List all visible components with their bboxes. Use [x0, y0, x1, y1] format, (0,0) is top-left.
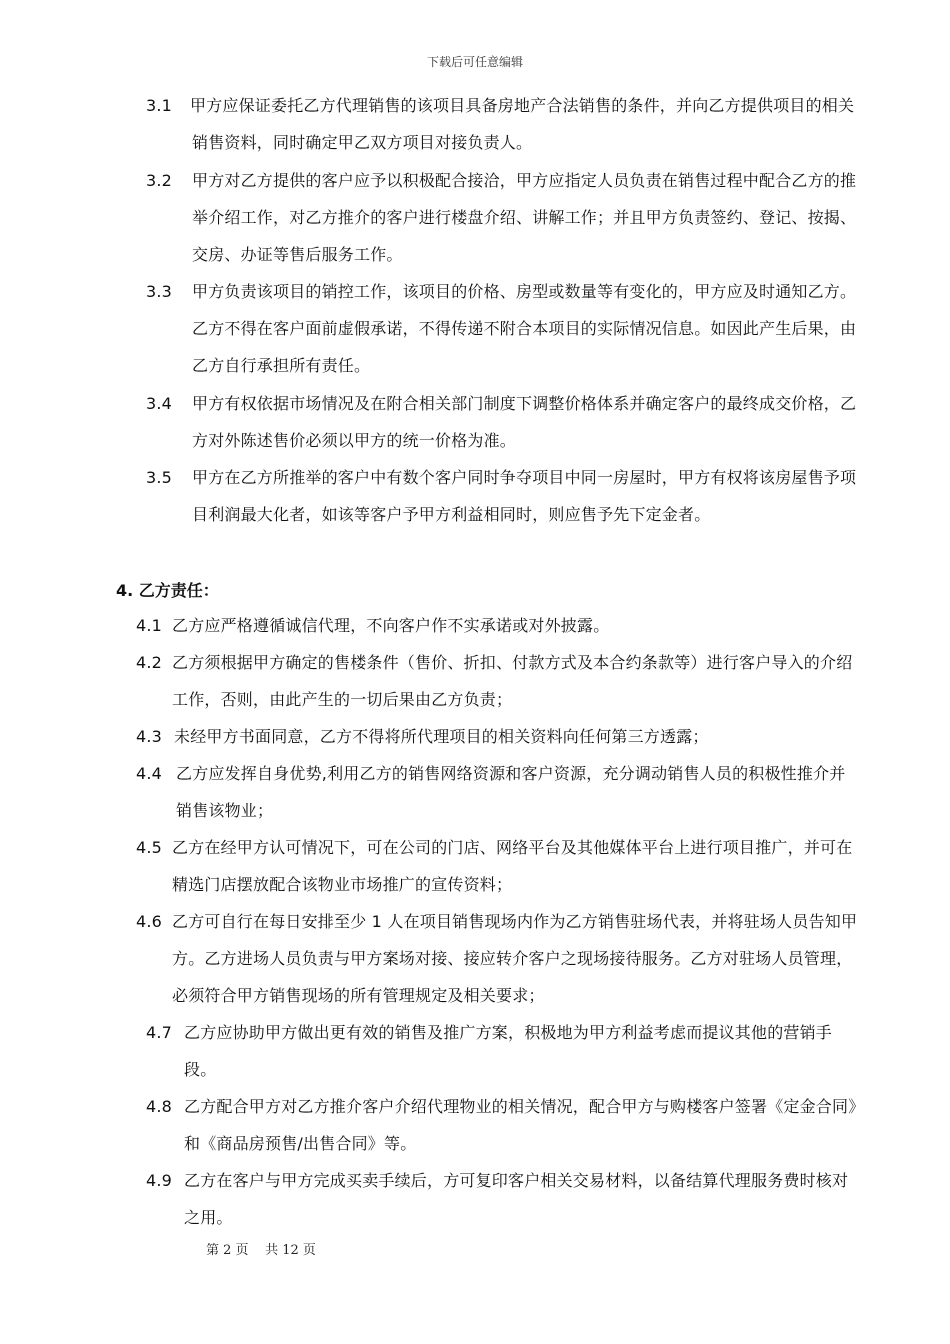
clause-text: 甲方在乙方所推举的客户中有数个客户同时争夺项目中同一房屋时，甲方有权将该房屋售予项目利润最大化者，如该等客户予甲方利益相同时，则应售予先下定金者。 [192, 468, 857, 524]
clause-number: 4.4 [136, 764, 163, 783]
clause-number: 3.5 [146, 468, 173, 487]
clause-4-8 [146, 1088, 862, 1162]
page-header: 下载后可任意编辑 [426, 55, 523, 69]
clause-text: 乙方在客户与甲方完成买卖手续后，方可复印客户相关交易材料，以备结算代理服务费时核对之用。 [184, 1171, 849, 1227]
page-footer: 第 2 页 共 12 页 [206, 1243, 316, 1258]
clause-number: 4.9 [146, 1171, 173, 1190]
clause-text: 甲方有权依据市场情况及在附合相关部门制度下调整价格体系并确定客户的最终成交价格，乙方对外陈述售价必须以甲方的统一价格为准。 [192, 394, 857, 450]
clause-text: 乙方可自行在每日安排至少 1 人在项目销售现场内作为乙方销售驻场代表，并将驻场人员告知甲方。乙方进场人员负责与甲方案场对接、接应转介客户之现场接待服务。乙方对驻场人员管理，必须符合甲方销售现场的所有管理规定及相关要求； [172, 912, 858, 1005]
clause-number: 3.4 [146, 394, 173, 413]
clause-4-6 [136, 903, 862, 1014]
clause-text: 乙方须根据甲方确定的售楼条件（售价、折扣、付款方式及本合约条款等）进行客户导入的介绍工作，否则，由此产生的一切后果由乙方负责； [172, 653, 853, 709]
clause-3-4 [146, 385, 862, 459]
clause-text: 甲方对乙方提供的客户应予以积极配合接洽，甲方应指定人员负责在销售过程中配合乙方的推举介绍工作，对乙方推介的客户进行楼盘介绍、讲解工作；并且甲方负责签约、登记、按揭、交房、办证等售后服务工作。 [192, 171, 857, 264]
clause-number: 4.2 [136, 653, 163, 672]
clause-number: 4.6 [136, 912, 163, 931]
clause-number: 3.2 [146, 171, 173, 190]
clause-4-2 [136, 644, 862, 718]
clause-4-9 [146, 1162, 862, 1236]
clause-4-3 [136, 718, 862, 755]
clause-text: 乙方在经甲方认可情况下，可在公司的门店、网络平台及其他媒体平台上进行项目推广，并可在精选门店摆放配合该物业市场推广的宣传资料； [172, 838, 853, 894]
clause-3-3 [146, 273, 862, 384]
clause-number: 4.1 [136, 616, 163, 635]
clause-4-7 [146, 1014, 862, 1088]
clause-3-5 [146, 459, 862, 533]
clause-number: 4.5 [136, 838, 163, 857]
clause-text: 甲方负责该项目的销控工作，该项目的价格、房型或数量等有变化的，甲方应及时通知乙方。乙方不得在客户面前虚假承诺，不得传递不附合本项目的实际情况信息。如因此产生后果，由乙方自行承担所有责任。 [192, 282, 857, 375]
clause-number: 3.3 [146, 282, 173, 301]
clause-text: 甲方应保证委托乙方代理销售的该项目具备房地产合法销售的条件，并向乙方提供项目的相关销售资料，同时确定甲乙双方项目对接负责人。 [190, 96, 855, 152]
clause-text: 乙方应严格遵循诚信代理，不向客户作不实承诺或对外披露。 [172, 616, 610, 635]
clause-text: 未经甲方书面同意，乙方不得将所代理项目的相关资料向任何第三方透露； [174, 727, 709, 746]
clause-number: 4.3 [136, 727, 163, 746]
clause-text: 乙方应发挥自身优势,利用乙方的销售网络资源和客户资源，充分调动销售人员的积极性推介并销售该物业； [176, 764, 846, 820]
section-heading: 4. 乙方责任： [116, 581, 219, 600]
clause-text: 乙方应协助甲方做出更有效的销售及推广方案，积极地为甲方利益考虑而提议其他的营销手段。 [184, 1023, 833, 1079]
clause-number: 4.7 [146, 1023, 173, 1042]
clause-text: 乙方配合甲方对乙方推介客户介绍代理物业的相关情况，配合甲方与购楼客户签署《定金合同》和《商品房预售/出售合同》等。 [184, 1097, 857, 1153]
clause-number: 3.1 [146, 96, 173, 115]
clause-4-4 [136, 755, 862, 829]
clause-4-5 [136, 829, 862, 903]
clause-3-1 [146, 87, 862, 161]
clause-4-1 [136, 607, 862, 644]
clause-number: 4.8 [146, 1097, 173, 1116]
clause-3-2 [146, 162, 862, 273]
